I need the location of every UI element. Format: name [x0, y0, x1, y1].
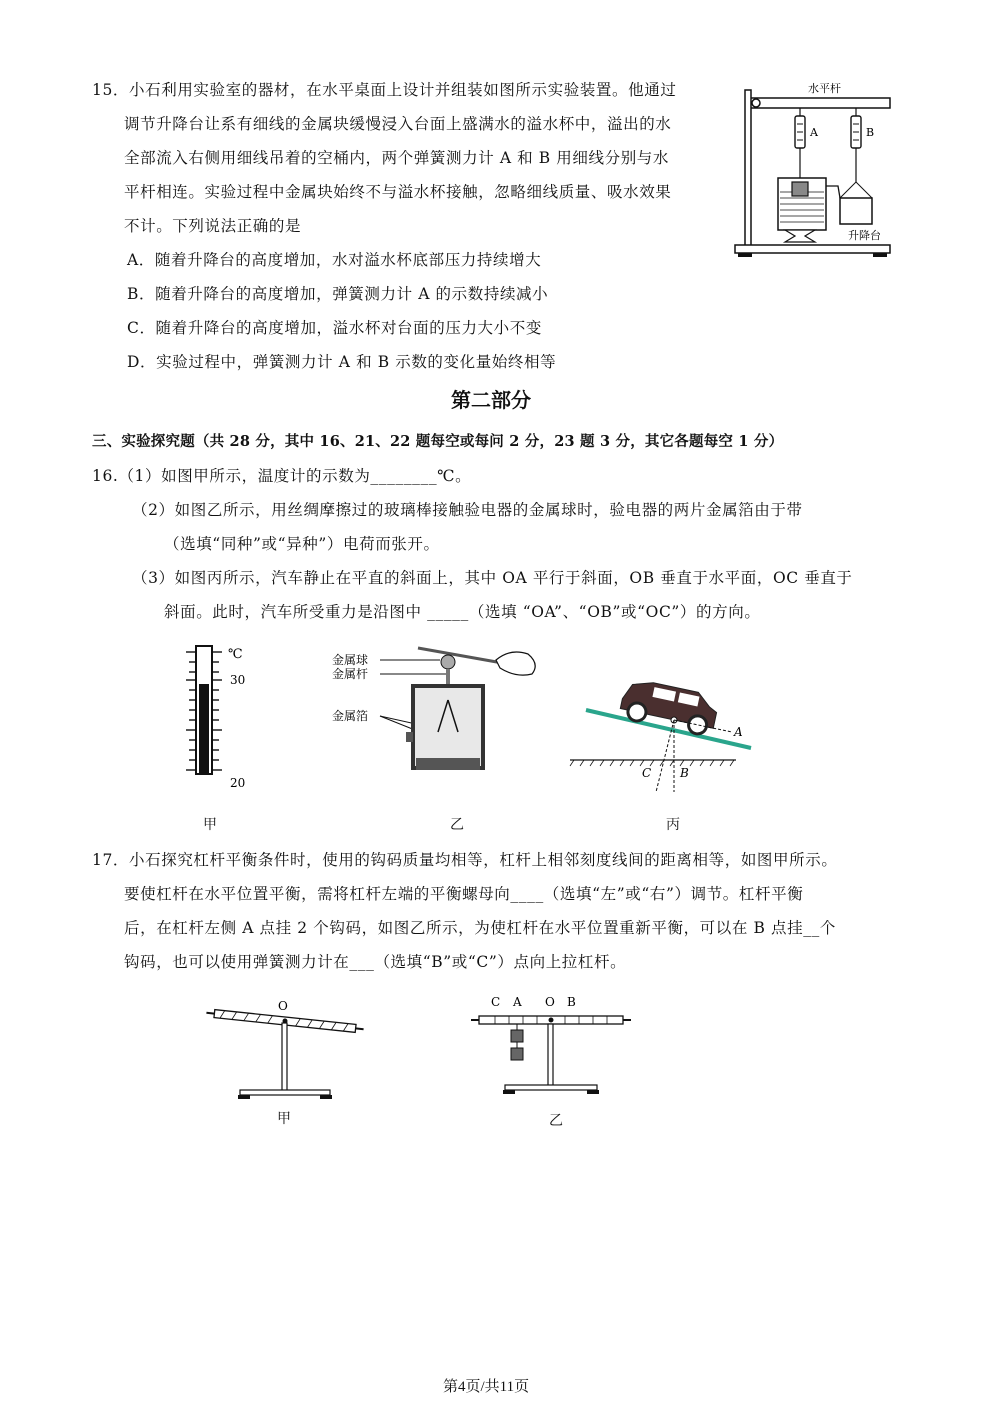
- q15-option-a: A．随着升降台的高度增加，水对溢水杯底部压力持续增大: [127, 251, 542, 269]
- bar-label: 水平杆: [808, 82, 841, 95]
- metal-rod-label: 金属杆: [332, 667, 369, 681]
- lever-a-pivot-label: O: [278, 999, 288, 1013]
- point-a-label: A: [513, 995, 522, 1009]
- car-on-slope-figure: [566, 680, 766, 800]
- lift-platform-label: 升降台: [848, 229, 881, 242]
- spring-scale-b-label: B: [866, 126, 875, 139]
- lever-fig-jia-caption: 甲: [277, 1111, 291, 1127]
- q17-line-4: 钩码，也可以使用弹簧测力计在___（选填“B”或“C”）点向上拉杠杆。: [124, 953, 627, 971]
- q16-line-5: 斜面。此时，汽车所受重力是沿图中 _____（选填 “OA”、“OB”或“OC”）的方向。: [164, 603, 761, 621]
- q16-line-4: （3）如图丙所示，汽车静止在平直的斜面上，其中 OA 平行于斜面，OB 垂直于水平面，OC 垂直于: [132, 569, 853, 587]
- q17-line-2: 要使杠杆在水平位置平衡，需将杠杆左端的平衡螺母向____（选填“左”或“右”）调节。杠杆平衡: [124, 885, 804, 903]
- metal-foil-label: 金属箔: [332, 709, 369, 723]
- point-b-label: B: [567, 995, 576, 1009]
- electroscope-figure: [328, 640, 548, 780]
- lever-tilted-figure: [200, 996, 370, 1106]
- metal-ball-label: 金属球: [332, 653, 369, 667]
- q15-line-3: 全部流入右侧用细线吊着的空桶内，两个弹簧测力计 A 和 B 用细线分别与水: [124, 149, 669, 167]
- q15-option-d: D．实验过程中，弹簧测力计 A 和 B 示数的变化量始终相等: [127, 353, 557, 371]
- section-three-heading: 三、实验探究题（共 28 分，其中 16、21、22 题每空或每问 2 分，23 题 3 分，其它各题每空 1 分）: [92, 433, 784, 450]
- point-c-label: C: [491, 995, 501, 1009]
- fig-jia-caption: 甲: [203, 817, 217, 833]
- thermometer-bottom-value: 20: [230, 776, 246, 790]
- fig-bing-caption: 丙: [666, 817, 680, 833]
- slope-label-a: A: [734, 725, 743, 739]
- thermometer-top-value: 30: [230, 673, 246, 687]
- q16-line-1: 16.（1）如图甲所示，温度计的示数为________℃。: [92, 467, 472, 485]
- lever-fig-yi-caption: 乙: [549, 1113, 563, 1129]
- q16-line-2: （2）如图乙所示，用丝绸摩擦过的玻璃棒接触验电器的金属球时，验电器的两片金属箔由于带: [132, 501, 803, 519]
- thermometer-figure: [178, 642, 258, 792]
- q17-line-3: 后，在杠杆左侧 A 点挂 2 个钩码，如图乙所示，为使杠杆在水平位置重新平衡，可以在 B 点挂__个: [124, 919, 837, 937]
- q15-line-4: 平杆相连。实验过程中金属块始终不与溢水杯接触，忽略细线质量、吸水效果: [124, 183, 672, 201]
- slope-label-c: C: [642, 766, 652, 780]
- spring-scale-a-label: A: [810, 126, 818, 139]
- q15-line-1: 15．小石利用实验室的器材，在水平桌面上设计并组装如图所示实验装置。他通过: [92, 81, 677, 99]
- thermometer-unit: ℃: [228, 647, 243, 662]
- page-footer: 第4页/共11页: [443, 1379, 530, 1395]
- slope-label-b: B: [680, 766, 689, 780]
- q16-line-3: （选填“同种”或“异种”）电荷而张开。: [164, 535, 440, 553]
- q17-line-1: 17．小石探究杠杆平衡条件时，使用的钩码质量均相等，杠杆上相邻刻度线间的距离相等，如图甲所示。: [92, 851, 838, 869]
- q15-line-2: 调节升降台让系有细线的金属块缓慢浸入台面上盛满水的溢水杯中，溢出的水: [124, 115, 672, 133]
- q15-option-b: B．随着升降台的高度增加，弹簧测力计 A 的示数持续减小: [127, 285, 549, 303]
- q15-option-c: C．随着升降台的高度增加，溢水杯对台面的压力大小不变: [127, 319, 542, 337]
- fig-yi-caption: 乙: [450, 817, 464, 833]
- lever-balanced-figure: [465, 990, 640, 1105]
- point-o-label: O: [545, 995, 555, 1009]
- part-two-title: 第二部分: [451, 388, 531, 412]
- q15-apparatus-figure: [730, 78, 900, 268]
- q15-line-5: 不计。下列说法正确的是: [124, 217, 302, 235]
